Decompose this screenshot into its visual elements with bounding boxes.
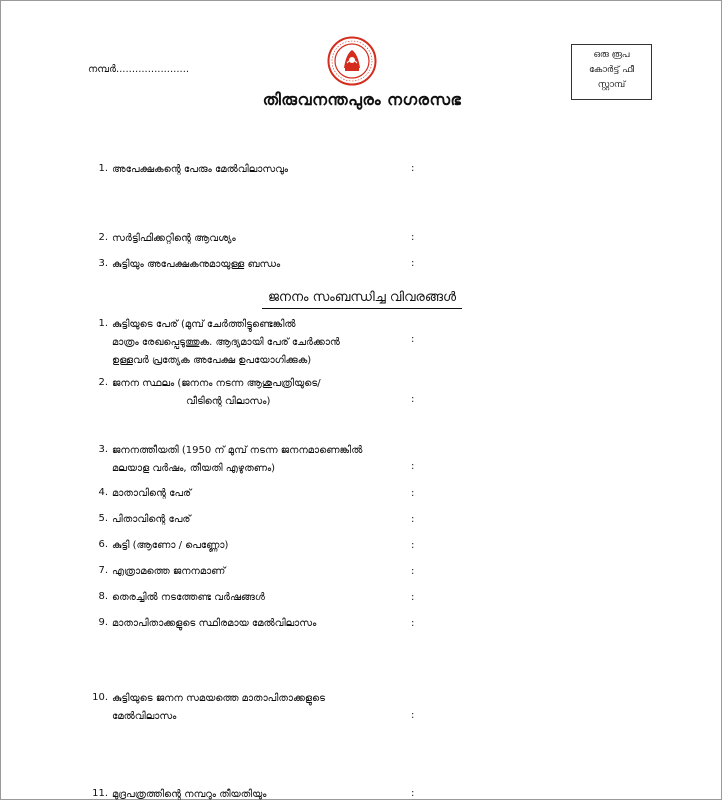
label-line: ജനനത്തീയതി (1950 ന് മുമ്പ് നടന്ന ജനനമാണെങ്കിൽ [112,445,363,456]
field-label-birth-order: എത്രാമത്തെ ജനനമാണ് [112,566,226,577]
field-colon: : [411,258,415,269]
item-number: 2. [98,377,108,388]
field-colon: : [411,618,415,629]
field-label-certificate-purpose: സർട്ടിഫിക്കറ്റിന്റെ ആവശ്യം [112,233,236,244]
section-heading-text: ജനനം സംബന്ധിച്ച വിവരങ്ങൾ [262,290,462,309]
field-label-child-name [112,316,340,370]
field-colon: : [411,566,415,577]
item-number: 5. [98,513,108,524]
number-field-label: നമ്പർ....................... [88,64,190,75]
label-line: മാത്രം രേഖപ്പെടുത്തുക. ആദ്യമായി പേര് ചേർക്കാൻ [112,337,340,348]
field-colon: : [411,592,415,603]
field-colon: : [411,232,415,243]
label-line: കുട്ടിയുടെ പേര് (മുമ്പ് ചേർത്തിട്ടുണ്ടെങ്കിൽ [112,319,296,330]
field-label-stamp-paper-number-date: മുദ്രപത്രത്തിന്റെ നമ്പറും തീയതിയും [112,789,267,800]
field-colon: : [411,334,415,345]
field-label-child-gender: കുട്ടി (ആണോ / പെണ്ണോ) [112,540,229,551]
field-colon: : [411,163,415,174]
item-number: 1. [98,163,108,174]
item-number: 11. [92,788,108,799]
item-number: 8. [98,591,108,602]
label-line: വീടിന്റെ വിലാസം) [186,396,271,407]
field-label-father-name: പിതാവിന്റെ പേര് [112,514,191,525]
field-colon: : [411,394,415,405]
label-line: ജനന സ്ഥലം (ജനനം നടന്ന ആശുപത്രിയുടെ/ [112,378,321,389]
stamp-line: ഒരു രൂപ [593,50,630,60]
label-line: കുട്ടിയുടെ ജനന സമയത്തെ മാതാപിതാക്കളുടെ [112,693,326,704]
field-colon: : [411,788,415,799]
item-number: 9. [98,617,108,628]
stamp-line: സ്റ്റാമ്പ് [597,80,626,90]
item-number: 1. [98,318,108,329]
field-label-relationship: കുട്ടിയും അപേക്ഷകനുമായുള്ള ബന്ധം [112,259,281,270]
field-label-birth-date [112,442,362,478]
field-label-applicant-name-address: അപേക്ഷകന്റെ പേരും മേൽവിലാസവും [112,164,289,175]
field-label-parents-permanent-address: മാതാപിതാക്കളുടെ സ്ഥിരമായ മേൽവിലാസം [112,618,317,629]
field-colon: : [411,540,415,551]
field-colon: : [411,461,415,472]
field-label-birth-place [112,375,321,411]
label-line: മേൽവിലാസം [112,711,177,722]
page-title: തിരുവനന്തപുരം നഗരസഭ [262,90,462,109]
label-line: മലയാള വർഷം, തീയതി എഴുതണം) [112,463,276,474]
item-number: 10. [92,692,108,703]
section-heading-birth-details [0,286,724,309]
item-number: 3. [98,444,108,455]
item-number: 2. [98,232,108,243]
label-line: ഉള്ളവർ പ്രത്യേക അപേക്ഷ ഉപയോഗിക്കുക) [112,355,312,366]
item-number: 4. [98,487,108,498]
field-colon: : [411,514,415,525]
item-number: 7. [98,565,108,576]
field-colon: : [411,488,415,499]
field-label-parents-address-at-birth [112,690,325,726]
corporation-seal-icon [327,36,377,86]
item-number: 6. [98,539,108,550]
stamp-line: കോർട്ട് ഫീ [588,65,635,75]
field-label-mother-name: മാതാവിന്റെ പേര് [112,488,192,499]
item-number: 3. [98,258,108,269]
field-colon: : [411,710,415,721]
field-label-search-years: തെരച്ചിൽ നടത്തേണ്ട വർഷങ്ങൾ [112,592,265,603]
